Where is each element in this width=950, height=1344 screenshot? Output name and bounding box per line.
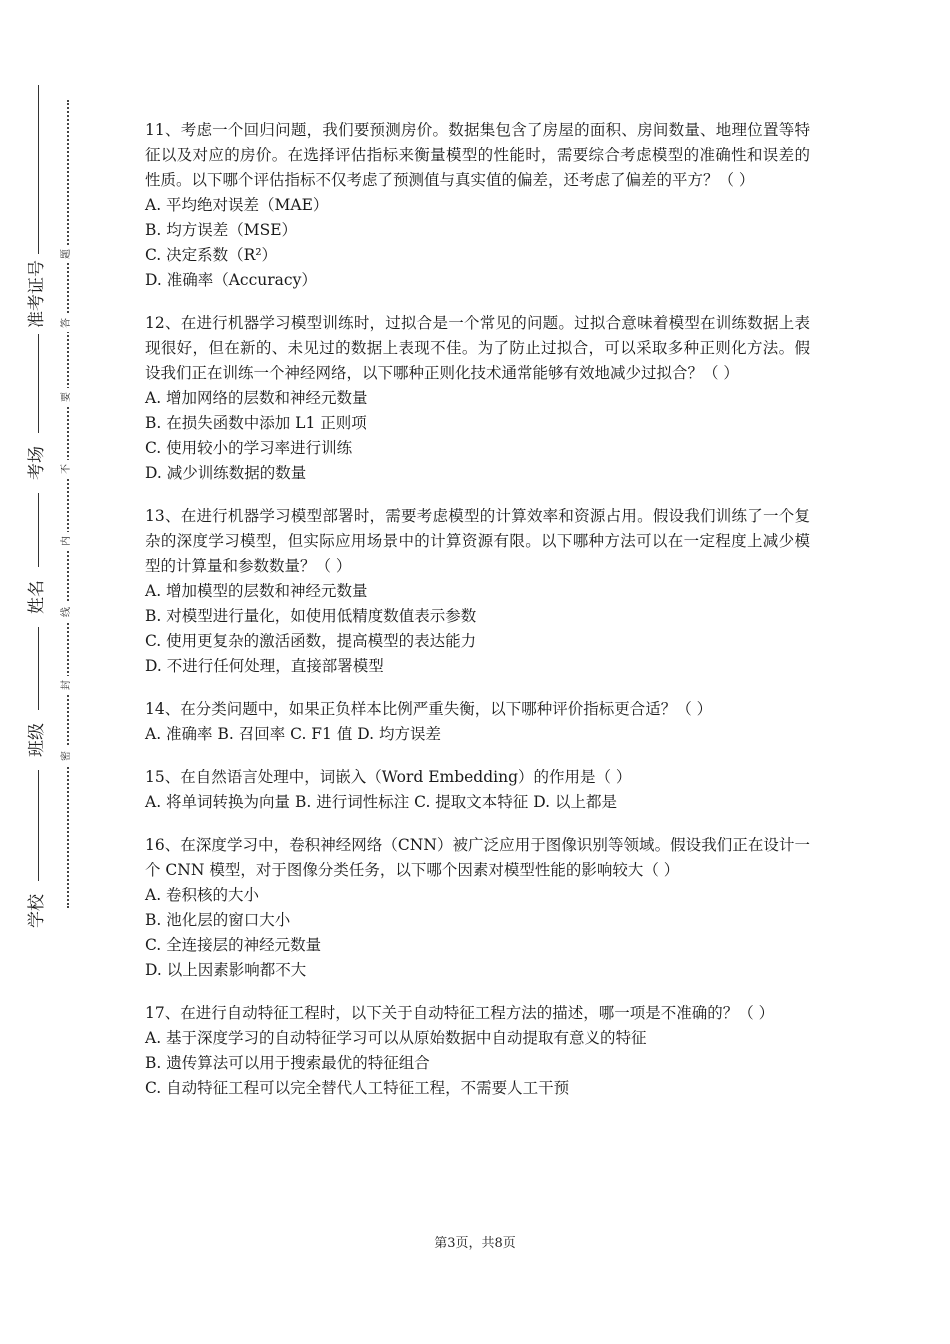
- option-c: C. 自动特征工程可以完全替代人工特征工程，不需要人工干预: [145, 1079, 570, 1097]
- option-c: C. 决定系数（R²）: [145, 246, 278, 264]
- option-c: C. 全连接层的神经元数量: [145, 936, 322, 954]
- option-d: D. 准确率（Accuracy）: [145, 271, 317, 289]
- seal-char: 线: [58, 603, 76, 621]
- question-text: 14、在分类问题中，如果正负样本比例严重失衡，以下哪种评价指标更合适？（ ）: [145, 700, 713, 718]
- options-inline: A. 准确率 B. 召回率 C. F1 值 D. 均方误差: [145, 725, 442, 743]
- field-class: 班级: [22, 710, 52, 770]
- option-d: D. 不进行任何处理，直接部署模型: [145, 657, 384, 675]
- field-school: 学校: [22, 881, 52, 941]
- question-text: 13、在进行机器学习模型部署时，需要考虑模型的计算效率和资源占用。假设我们训练了一个复杂的深度学习模型，但实际应用场景中的计算资源有限。以下哪种方法可以在一定程度上减少模型的计算量和参数数量？（ ）: [145, 507, 810, 575]
- seal-dotted-line: [67, 100, 69, 908]
- question-15: [145, 765, 810, 815]
- question-13: [145, 504, 810, 679]
- seal-char: 封: [58, 676, 76, 694]
- option-c: C. 使用更复杂的激活函数，提高模型的表达能力: [145, 632, 477, 650]
- option-b: B. 池化层的窗口大小: [145, 911, 291, 929]
- field-exam-room: 考场: [22, 433, 52, 493]
- seal-char: 答: [58, 314, 76, 332]
- question-text: 15、在自然语言处理中，词嵌入（Word Embedding）的作用是（ ）: [145, 768, 632, 786]
- question-list: [145, 118, 810, 1119]
- option-c: C. 使用较小的学习率进行训练: [145, 439, 353, 457]
- options-inline: A. 将单词转换为向量 B. 进行词性标注 C. 提取文本特征 D. 以上都是: [145, 793, 617, 811]
- question-text: 17、在进行自动特征工程时，以下关于自动特征工程方法的描述，哪一项是不准确的？（ ）: [145, 1004, 775, 1022]
- question-14: [145, 697, 810, 747]
- option-b: B. 在损失函数中添加 L1 正则项: [145, 414, 367, 432]
- seal-char: 内: [58, 532, 76, 550]
- option-a: A. 增加模型的层数和神经元数量: [145, 582, 368, 600]
- option-a: A. 卷积核的大小: [145, 886, 260, 904]
- question-12: [145, 311, 810, 486]
- seal-char: 要: [58, 388, 76, 406]
- seal-char: 密: [58, 747, 76, 765]
- page-number: 第3页，共8页: [434, 1236, 516, 1251]
- option-d: D. 以上因素影响都不大: [145, 961, 307, 979]
- option-a: A. 基于深度学习的自动特征学习可以从原始数据中自动提取有意义的特征: [145, 1029, 647, 1047]
- option-a: A. 平均绝对误差（MAE）: [145, 196, 329, 214]
- seal-char: 不: [58, 460, 76, 478]
- field-exam-number: 准考证号: [22, 254, 52, 334]
- option-b: B. 均方误差（MSE）: [145, 221, 298, 239]
- question-text: 11、考虑一个回归问题，我们要预测房价。数据集包含了房屋的面积、房间数量、地理位置等特征以及对应的房价。在选择评估指标来衡量模型的性能时，需要综合考虑模型的准确性和误差的性质。以下哪个评估指标不仅考虑了预测值与真实值的偏差，还考虑了偏差的平方？（ ）: [145, 121, 810, 189]
- option-b: B. 对模型进行量化，如使用低精度数值表示参数: [145, 607, 477, 625]
- question-16: [145, 833, 810, 983]
- option-d: D. 减少训练数据的数量: [145, 464, 307, 482]
- question-11: [145, 118, 810, 293]
- option-a: A. 增加网络的层数和神经元数量: [145, 389, 368, 407]
- question-text: 12、在进行机器学习模型训练时，过拟合是一个常见的问题。过拟合意味着模型在训练数据上表现很好，但在新的、未见过的数据上表现不佳。为了防止过拟合，可以采取多种正则化方法。假设我们正在训练一个神经网络，以下哪种正则化技术通常能够有效地减少过拟合？（ ）: [145, 314, 810, 382]
- binding-line: [38, 85, 39, 923]
- question-17: [145, 1001, 810, 1101]
- field-name: 姓名: [22, 567, 52, 627]
- seal-char: 题: [58, 245, 76, 263]
- question-text: 16、在深度学习中，卷积神经网络（CNN）被广泛应用于图像识别等领域。假设我们正在设计一个 CNN 模型，对于图像分类任务，以下哪个因素对模型性能的影响较大（ ）: [145, 836, 810, 879]
- option-b: B. 遗传算法可以用于搜索最优的特征组合: [145, 1054, 430, 1072]
